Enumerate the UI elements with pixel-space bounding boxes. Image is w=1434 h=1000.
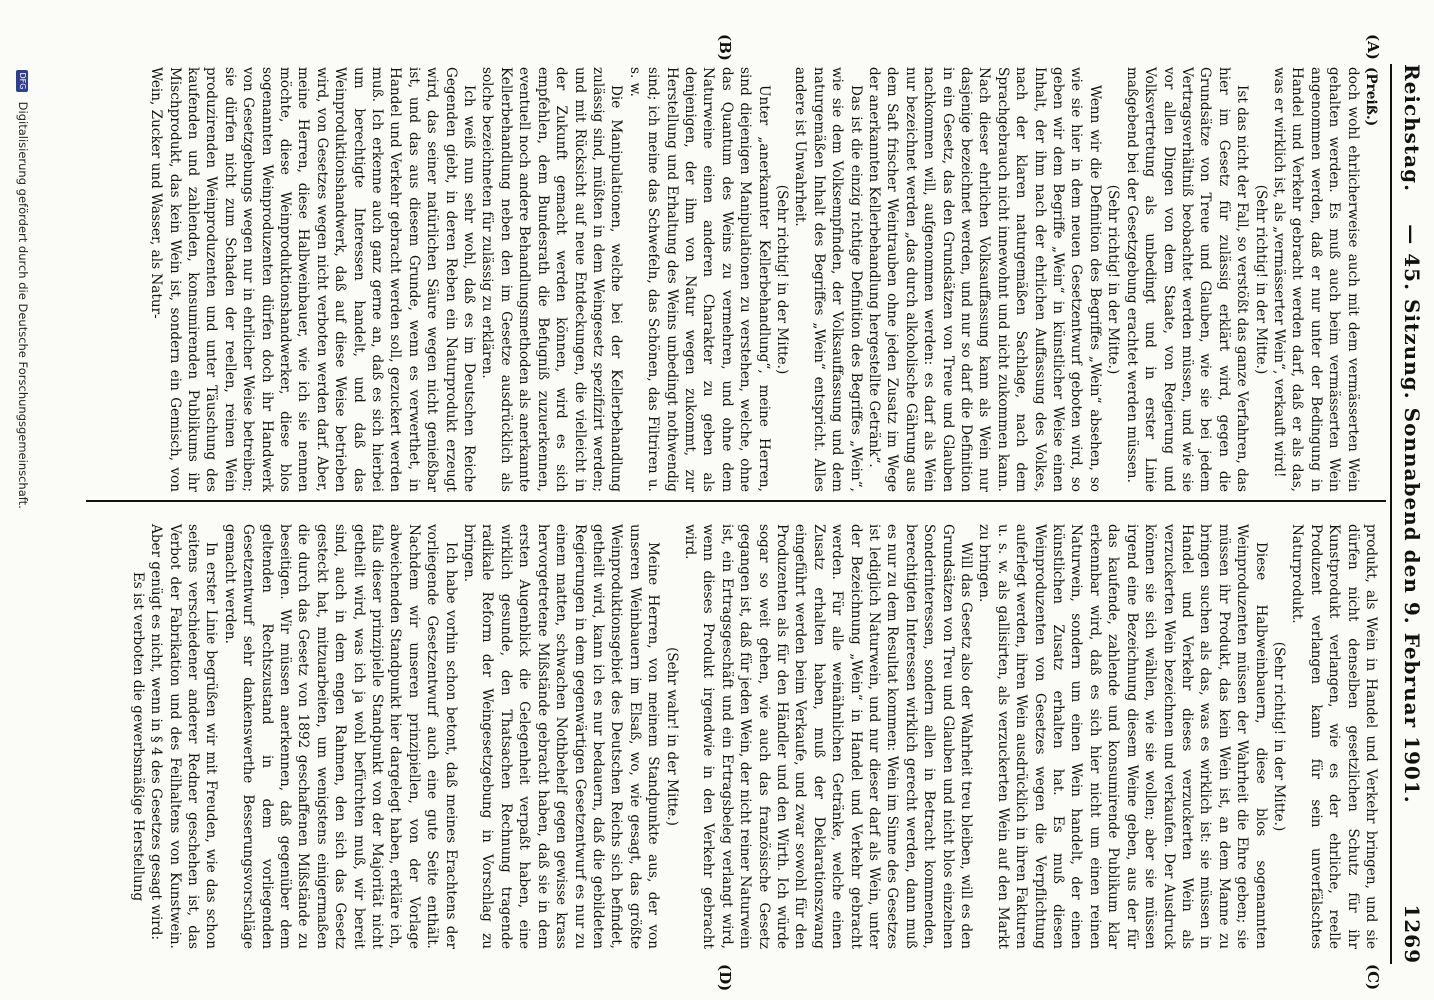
paragraph: doch wohl ehrlicherweise auch mit dem vermässerten Wein gehalten werden. Es muß auch beim vermässerten Wein angenommen werden, daß er nur unter der Bedingung in Handel und Verkehr gebracht werden darf, daß er als das, was er wirklich ist, als „vermässerter Wein“, verkauft wird!: [1270, 67, 1361, 492]
digitization-footer: [6, 70, 30, 970]
header-rule: [1390, 64, 1392, 964]
header-left: Reichstag.: [1400, 64, 1424, 193]
interjection: (Sehr wahr! in der Mitte.): [663, 647, 680, 826]
interjection: (Sehr richtig! in der Mitte.): [1270, 641, 1287, 832]
paragraph: Die Manipulationen, welche bei der Kellerbehandlung zulässig sind, müßten in dem Weingesetz spezifizirt werden; und mit Rücksicht auf neue Entdeckungen, die vielleicht in der Zukunft gemacht werden können, wird es sich empfehlen, dem Bundesrath die Befugniß zuzuerkennen, eventuell noch andere Behandlungsmethoden als anerkannte Kellerbehandlung neben den im Gesetze ausdrücklich als solche bezeichneten für zulässig zu erklären.: [479, 67, 625, 492]
margin-letter-a: (A): [1364, 34, 1382, 60]
margin-letter-c: (C): [1364, 964, 1382, 991]
paragraph: Ich weiß nun sehr wohl, daß es im Deutschen Reiche Gegenden giebt, in deren Reben ein Naturprodukt erzeugt wird, das seiner natürlichen Säure wegen nicht genießbar ist, und das aus diesem Grunde, wenn es verwerthet, in Handel und Verkehr gebracht werden soll, gezuckert werden muß. Ich erkenne auch ganz gerne an, daß es sich hierbei um berechtigte Interessen handelt, und daß das Weinproduktionshandwerk, daß auf diese Weise betrieben wird, von Gesetzes wegen nicht verboten werden darf. Aber, meine Herren, diese Halbweinbauer, wie ich sie nennen möchte, diese Weinproduktionshandwerker, diese blos sogenannten Weinproduzenten dürfen doch ihr Handwerk von Gesetzgebungs wegen nur in ehrlicher Weise betreiben; sie dürfen nicht zum Schaden der reellen, reinen Wein produzirenden Weinproduzenten und unter Täuschung des kaufenden und zahlenden, konsumirenden Publikums ihr Mischprodukt, das kein Wein ist, sondern ein Gemisch, von Wein, Zucker und Wasser, als Natur-: [148, 67, 478, 492]
dfg-logo-icon: DFG: [17, 70, 29, 92]
paragraph: Will das Gesetz also der Wahrheit treu bleiben, will es den Grundsätzen von Treu und Glauben und nicht blos einzelnen Sonderinteressen, sondern allen in Betracht kommenden, berechtigten Interessen wirklich gerecht werden, dann muß es nur zu dem Resultat kommen: Wein im Sinne des Gesetzes ist lediglich Naturwein, und nur dieser darf als Wein, unter der Bezeichnung „Wein“ in Handel und Verkehr gebracht werden. Für alle weinähnlichen Getränke, welche einen Zusatz erhalten haben, muß der Deklarationszwang eingeführt werden beim Verkaufe, und zwar sowohl für den Produzenten als für den Händler und den Wirth. Ich würde sogar so weit gehen, wie auch das französische Gesetz gegangen ist, daß für jeden Wein, der nicht reiner Naturwein ist, ein Ertragsgeschäft und ein Ertragsbeleg verlangt wird, wenn dieses Produkt irgendwie in den Verkehr gebracht wird.: [681, 524, 975, 949]
quoted-law-text: Es ist verboten die gewerbsmäßige Herstellung: [129, 571, 146, 902]
paragraph: Ich habe vorhin schon betont, daß meines Erachtens der vorliegende Gesetzentwurf auch eine gute Seite enthält. Nachdem wir unseren prinzipiellen, von der Vorlage abweichenden Standpunkt hier dargelegt haben, erkläre ich, falls dieser prinzipielle Standpunkt von der Majorität nicht getheilt wird, was ich ja wohl befürchten muß, wir bereit sind, auch in dem engen Rahmen, den sich das Gesetz gesteckt hat, mitzuarbeiten, um wenigstens einigermaßen die durch das Gesetz von 1892 geschaffenen Mißstände zu beseitigen. Wir müssen anerkennen, daß gegenüber dem geltenden Rechtszustand in dem vorliegenden Gesetzentwurf sehr dankenswerthe Besserungsvorschläge gemacht werden.: [221, 524, 459, 949]
interjection: (Sehr richtig! in der Mitte.): [774, 184, 790, 375]
footer-credit: Digitalisierung gefördert durch die Deutsche Forschungsgemeinschaft.: [16, 101, 30, 509]
paragraph: Das ist die einzig richtige Definition des Begriffes „Wein“, wie sie dem Volksempfinden, der Volksauffassung und dem naturgemäßen Inhalt des Begriffes „Wein“ entspricht. Alles andere ist Unwahrheit.: [792, 67, 864, 492]
paragraph: Ist das nicht der Fall, so verstößt das ganze Verfahren, das hier im Gesetz für zulässig erklärt wird, gegen die Grundsätze von Treue und Glauben, wie sie bei jedem Vertragsverhältniß beobachtet werden müssen, und wie sie vor allen Dingen von dem Staate, von Regierung und Volksvertretung als unbedingt und in erster Linie maßgebend bei der Gesetzgebung erachtet werden müssen.: [1123, 67, 1251, 492]
margin-letter-d: (D): [716, 964, 734, 992]
page-header: [1394, 64, 1424, 964]
left-text-column: [147, 67, 1380, 492]
column-divider: [86, 500, 1386, 502]
paragraph: In erster Linie begrüßen wir mit Freuden, wie das schon seitens verschiedener anderer Redner geschehen ist, das Verbot der Fabrikation und des Feilhaltens von Kunstwein. Aber genügt es nicht, wenn in § 4 des Gesetzes gesagt wird:: [148, 524, 220, 949]
paragraph: Meine Herren, von meinem Standpunkte aus, der von unseren Weinbauern im Elsaß, wo, wie gesagt, das größte Weinproduktionsgebiet des Deutschen Reichs sich befindet, getheilt wird, kann ich es nur bedauern, daß die gebildeten Regierungen in dem gegenwärtigen Gesetzentwurf es nur zu einem matten, schwachen Nothbehelf gegen gewisse krass hervorgetretene Mißstände gebracht haben, daß sie in dem ersten Augenblick die Gelegenheit verpaßt haben, eine wirklich gesunde, den Thatsachen Rechnung tragende radikale Reform der Weingesetzgebung in Vorschlag zu bringen.: [461, 524, 662, 949]
interjection: (Sehr richtig! in der Mitte.): [1105, 184, 1122, 375]
paragraph: Unter „anerkannter Kellerbehandlung“, meine Herren, sind diejenigen Manipulationen zu verstehen, welche, ohne das Quantum des Weins zu vermehren, und ohne dem Naturweine einen anderen Charakter zu geben als denjenigen, der ihm von Natur wegen zukommt, zur Herstellung und Erhaltung des Weins unbedingt nothwendig sind; ich meine das Schwefeln, das Schönen, das Filtriren u. s. w.: [626, 67, 772, 492]
speaker-label: (Preiß.): [1363, 67, 1379, 127]
paragraph: Diese Halbweinbauern, diese blos sogenannten Weinproduzenten müssen der Wahrheit die Ehre geben; sie müssen ihr Produkt, das kein Wein ist, an dem Manne zu bringen suchen als das, was es wirklich ist: sie müssen in Handel und Verkehr dieses verzuckerten Wein als verzuckerten Wein bezeichnen und verkaufen. Der Ausdruck können sie sich wählen, wie sie wollen; aber sie müssen irgend eine Bezeichnung diesem Weine geben, aus der für das kaufende, zahlende und konsumirende Publikum klar erkennbar wird, daß es sich hier nicht um einen reinen Naturwein, sondern um einen Wein handelt, der einen künstlichen Zusatz erhalten hat. Es muß diesen Weinproduzenten von Gesetzes wegen die Verpflichtung auferlegt werden, ihren Wein ausdrücklich in ihren Fakturen u. s. w. als gallisirten, als verzuckerten Wein auf den Markt zu bringen.: [976, 524, 1269, 949]
paragraph: produkt, als Wein in Handel und Verkehr bringen, und sie dürfen nicht denselben gesetzlichen Schutz für ihr Kunstprodukt verlangen, wie es der ehrliche, reelle Produzent verlangen kann für sein unverfälschtes Naturprodukt.: [1289, 524, 1379, 949]
right-text-column: [128, 524, 1380, 949]
paragraph: Wenn wir die Definition des Begriffes „Wein“ absehen, so wie sie hier in dem neuen Gesetzentwurf geboten wird, so geben wir dem Begriffe „Wein“ in künstlicher Weise einen Inhalt, der ihm nach der ehrlichen Auffassung des Volkes, nach der klaren naturgemäßen Sachlage, nach dem Sprachgebrauch nicht innewohnt und nicht zukommen kann. Nach dieser ehrlichen Volksauffassung kann als Wein nur dasjenige bezeichnet werden, und nur so darf die Definition in ein Gesetz, das den Grundsätzen von Treue und Glauben nachkommen will, aufgenommen werden: es darf als Wein nur bezeichnet werden „das durch alkoholische Gährung aus dem Saft frischer Weintrauben ohne jeden Zusatz im Wege der anerkannten Kellerbehandlung hergestellte Getränk“.: [866, 67, 1103, 492]
margin-letter-b: (B): [716, 34, 734, 61]
page-number: 1269: [1400, 904, 1424, 964]
header-session-date: — 45. Sitzung. Sonnabend den 9. Februar 1901.: [1400, 224, 1424, 804]
interjection: (Sehr richtig! in der Mitte.): [1252, 184, 1269, 375]
